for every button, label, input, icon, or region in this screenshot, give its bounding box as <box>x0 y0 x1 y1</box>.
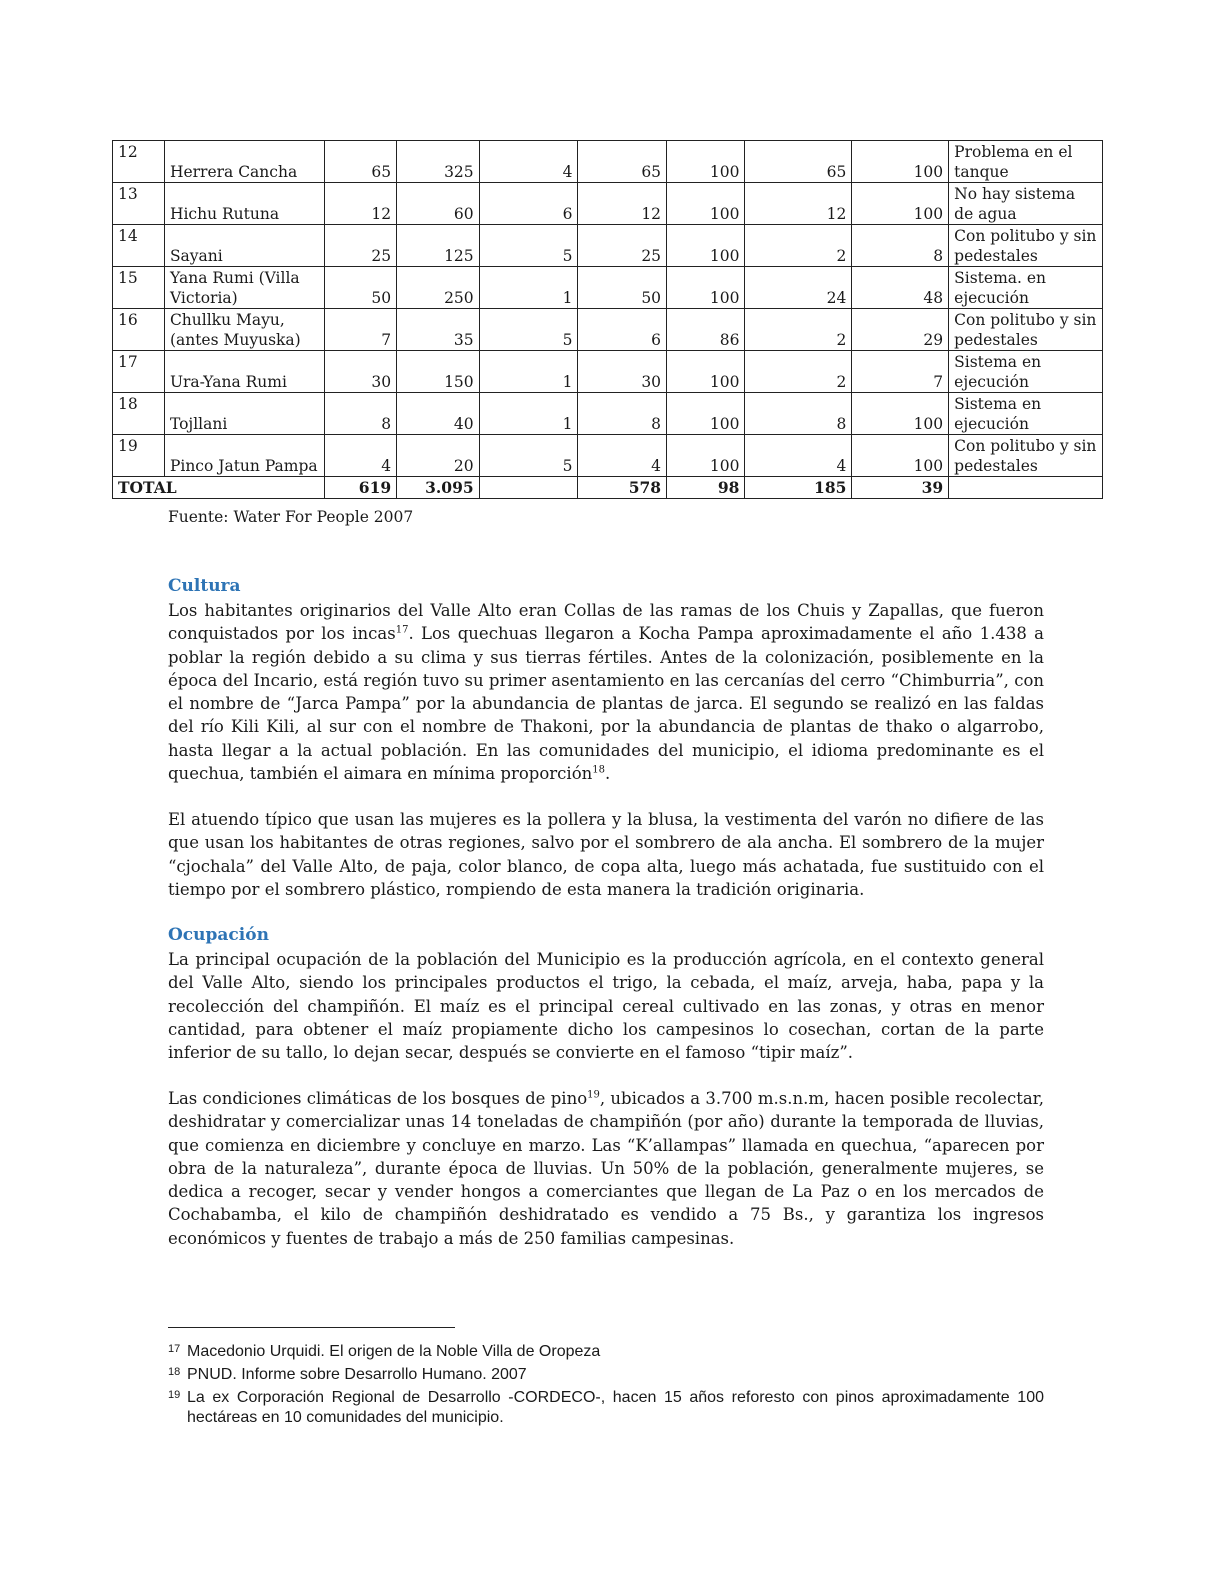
cell: 35 <box>397 309 480 351</box>
cell: 100 <box>667 393 745 435</box>
footnote-19 <box>168 1388 1044 1428</box>
table-row <box>113 393 1103 435</box>
cell: 100 <box>852 141 949 183</box>
cell: 1 <box>479 267 578 309</box>
cell: 8 <box>745 393 852 435</box>
cell: 4 <box>745 435 852 477</box>
cell: 8 <box>852 225 949 267</box>
cell: 65 <box>578 141 667 183</box>
cell: 7 <box>852 351 949 393</box>
total-cell <box>479 477 578 499</box>
community-name: Tojllani <box>164 393 324 435</box>
cell: 2 <box>745 309 852 351</box>
cell: 29 <box>852 309 949 351</box>
observation-cell: Sistema en ejecución <box>949 393 1103 435</box>
cell: 30 <box>324 351 396 393</box>
cell: 100 <box>667 351 745 393</box>
cell: 12 <box>578 183 667 225</box>
cell: 48 <box>852 267 949 309</box>
footnote-ref: 18 <box>592 764 605 776</box>
table-row <box>113 435 1103 477</box>
water-systems-table <box>112 140 1103 499</box>
observation-cell: Con politubo y sin pedestales <box>949 225 1103 267</box>
cell: 50 <box>324 267 396 309</box>
cell: 1 <box>479 393 578 435</box>
table-total-row <box>113 477 1103 499</box>
observation-cell: Sistema en ejecución <box>949 351 1103 393</box>
cell: 100 <box>852 183 949 225</box>
text-run: , ubicados a 3.700 m.s.n.m, hacen posible recolectar, deshidratar y comercializar unas 14 toneladas de champiñón (por año) durante la temporada de lluvias, que comienza en diciembre y concluye en marzo. Las “K’allampas” llamada en quechua, “aparecen por obra de la naturaleza”, durante época de lluvias. Un 50% de la población, generalmente mujeres, se dedica a recoger, secar y vender hongos a comerciantes que llegan de La Paz o en los mercados de Cochabamba, el kilo de champiñón deshidratado es vendido a 75 Bs., y garantiza los ingresos económicos y fuentes de trabajo a más de 250 familias campesinas. <box>168 1089 1045 1248</box>
cell: 65 <box>324 141 396 183</box>
ocupacion-paragraph-1: La principal ocupación de la población del Municipio es la producción agrícola, en el contexto general del Valle Alto, siendo los principales productos el trigo, la cebada, el maíz, arveja, haba, papa y la recolección del champiñón. El maíz es el principal cereal cultivado en las zonas, y otras en menor cantidad, para obtener el maíz propiamente dicho los campesinos lo cosechan, cortan de la parte inferior de su tallo, lo dejan secar, después se convierte en el famoso “tipir maíz”. <box>168 950 1044 1063</box>
ocupacion-paragraph-2 <box>168 1087 1044 1250</box>
table-row <box>113 309 1103 351</box>
cell: 4 <box>324 435 396 477</box>
text-run: . Los quechuas llegaron a Kocha Pampa aproximadamente el año 1.438 a poblar la región debido a su clima y sus tierras fértiles. Antes de la colonización, posiblemente en la época del Incario, está región tuvo su primer asentamiento en las cercanías del cerro “Chimburria”, con el nombre de “Jarca Pampa” por la abundancia de plantas de jarca. El segundo se realizó en las faldas del río Kili Kili, al sur con el nombre de Thakoni, por la abundancia de plantas de thako o algarrobo, hasta llegar a la actual población. En las comunidades del municipio, el idioma predominante es el quechua, también el aimara en mínima proporción <box>168 624 1044 784</box>
footnote-ref: 19 <box>587 1089 600 1101</box>
row-number: 15 <box>113 267 165 309</box>
footnote-mark: 18 <box>168 1366 181 1378</box>
cell: 100 <box>667 225 745 267</box>
community-name: Hichu Rutuna <box>164 183 324 225</box>
cell: 40 <box>397 393 480 435</box>
row-number: 17 <box>113 351 165 393</box>
total-cell: 619 <box>324 477 396 499</box>
cell: 125 <box>397 225 480 267</box>
cell: 8 <box>324 393 396 435</box>
footnote-text: PNUD. Informe sobre Desarrollo Humano. 2007 <box>187 1366 527 1383</box>
cell: 5 <box>479 309 578 351</box>
text-run: . <box>605 764 611 784</box>
observation-cell: Sistema. en ejecución <box>949 267 1103 309</box>
cell: 100 <box>667 141 745 183</box>
footnote-ref: 17 <box>395 624 409 636</box>
section-heading-ocupacion: Ocupación <box>168 925 269 945</box>
cell: 30 <box>578 351 667 393</box>
observation-cell: Problema en el tanque <box>949 141 1103 183</box>
community-name: Sayani <box>164 225 324 267</box>
total-cell: 39 <box>852 477 949 499</box>
community-name: Yana Rumi (Villa Victoria) <box>164 267 324 309</box>
table-row <box>113 267 1103 309</box>
row-number: 19 <box>113 435 165 477</box>
cell: 4 <box>578 435 667 477</box>
observation-cell: Con politubo y sin pedestales <box>949 309 1103 351</box>
cell: 100 <box>852 435 949 477</box>
cell: 100 <box>667 435 745 477</box>
footnote-separator <box>168 1327 455 1328</box>
cell: 4 <box>479 141 578 183</box>
total-cell: 185 <box>745 477 852 499</box>
table-row <box>113 225 1103 267</box>
cell: 2 <box>745 351 852 393</box>
row-number: 14 <box>113 225 165 267</box>
community-name: Chullku Mayu, (antes Muyuska) <box>164 309 324 351</box>
cell: 25 <box>578 225 667 267</box>
row-number: 12 <box>113 141 165 183</box>
cell: 5 <box>479 435 578 477</box>
table-row <box>113 183 1103 225</box>
cell: 150 <box>397 351 480 393</box>
cell: 60 <box>397 183 480 225</box>
footnote-17 <box>168 1342 1044 1362</box>
text-run: Los habitantes originarios del Valle Alto eran Collas de las ramas de los Chuis y Zapallas, que fueron conquistados por los incas <box>168 601 1044 644</box>
section-heading-cultura: Cultura <box>168 576 241 596</box>
cell: 1 <box>479 351 578 393</box>
cell: 7 <box>324 309 396 351</box>
cell: 50 <box>578 267 667 309</box>
footnote-18 <box>168 1365 1044 1385</box>
total-label: TOTAL <box>113 477 325 499</box>
total-cell: 578 <box>578 477 667 499</box>
cultura-paragraph-1 <box>168 599 1044 785</box>
table-row <box>113 351 1103 393</box>
cell: 100 <box>852 393 949 435</box>
cell: 325 <box>397 141 480 183</box>
community-name: Pinco Jatun Pampa <box>164 435 324 477</box>
cell: 6 <box>479 183 578 225</box>
cell: 6 <box>578 309 667 351</box>
total-cell <box>949 477 1103 499</box>
footnote-mark: 17 <box>168 1343 181 1355</box>
total-cell: 98 <box>667 477 745 499</box>
cell: 100 <box>667 183 745 225</box>
cell: 2 <box>745 225 852 267</box>
cell: 24 <box>745 267 852 309</box>
cell: 20 <box>397 435 480 477</box>
text-run: Las condiciones climáticas de los bosques de pino <box>168 1089 588 1108</box>
table-row <box>113 141 1103 183</box>
total-cell: 3.095 <box>397 477 480 499</box>
cell: 12 <box>745 183 852 225</box>
row-number: 18 <box>113 393 165 435</box>
cell: 100 <box>667 267 745 309</box>
community-name: Herrera Cancha <box>164 141 324 183</box>
row-number: 16 <box>113 309 165 351</box>
cell: 86 <box>667 309 745 351</box>
footnote-mark: 19 <box>168 1389 181 1401</box>
cell: 25 <box>324 225 396 267</box>
cell: 8 <box>578 393 667 435</box>
footnote-text: Macedonio Urquidi. El origen de la Noble Villa de Oropeza <box>187 1343 601 1360</box>
community-name: Ura-Yana Rumi <box>164 351 324 393</box>
row-number: 13 <box>113 183 165 225</box>
cell: 250 <box>397 267 480 309</box>
observation-cell: No hay sistema de agua <box>949 183 1103 225</box>
observation-cell: Con politubo y sin pedestales <box>949 435 1103 477</box>
cultura-paragraph-2: El atuendo típico que usan las mujeres es la pollera y la blusa, la vestimenta del varón no difiere de las que usan los habitantes de otras regiones, salvo por el sombrero de ala ancha. El sombrero de la mujer “cjochala” del Valle Alto, de paja, color blanco, de copa alta, luego más achatada, fue sustituido con el tiempo por el sombrero plástico, rompiendo de esta manera la tradición originaria. <box>168 810 1044 899</box>
cell: 5 <box>479 225 578 267</box>
cell: 12 <box>324 183 396 225</box>
table-source: Fuente: Water For People 2007 <box>168 508 414 526</box>
cell: 65 <box>745 141 852 183</box>
footnote-text: La ex Corporación Regional de Desarrollo -CORDECO-, hacen 15 años reforesto con pinos aproximadamente 100 hectáreas en 10 comunidades del municipio. <box>187 1389 1044 1426</box>
